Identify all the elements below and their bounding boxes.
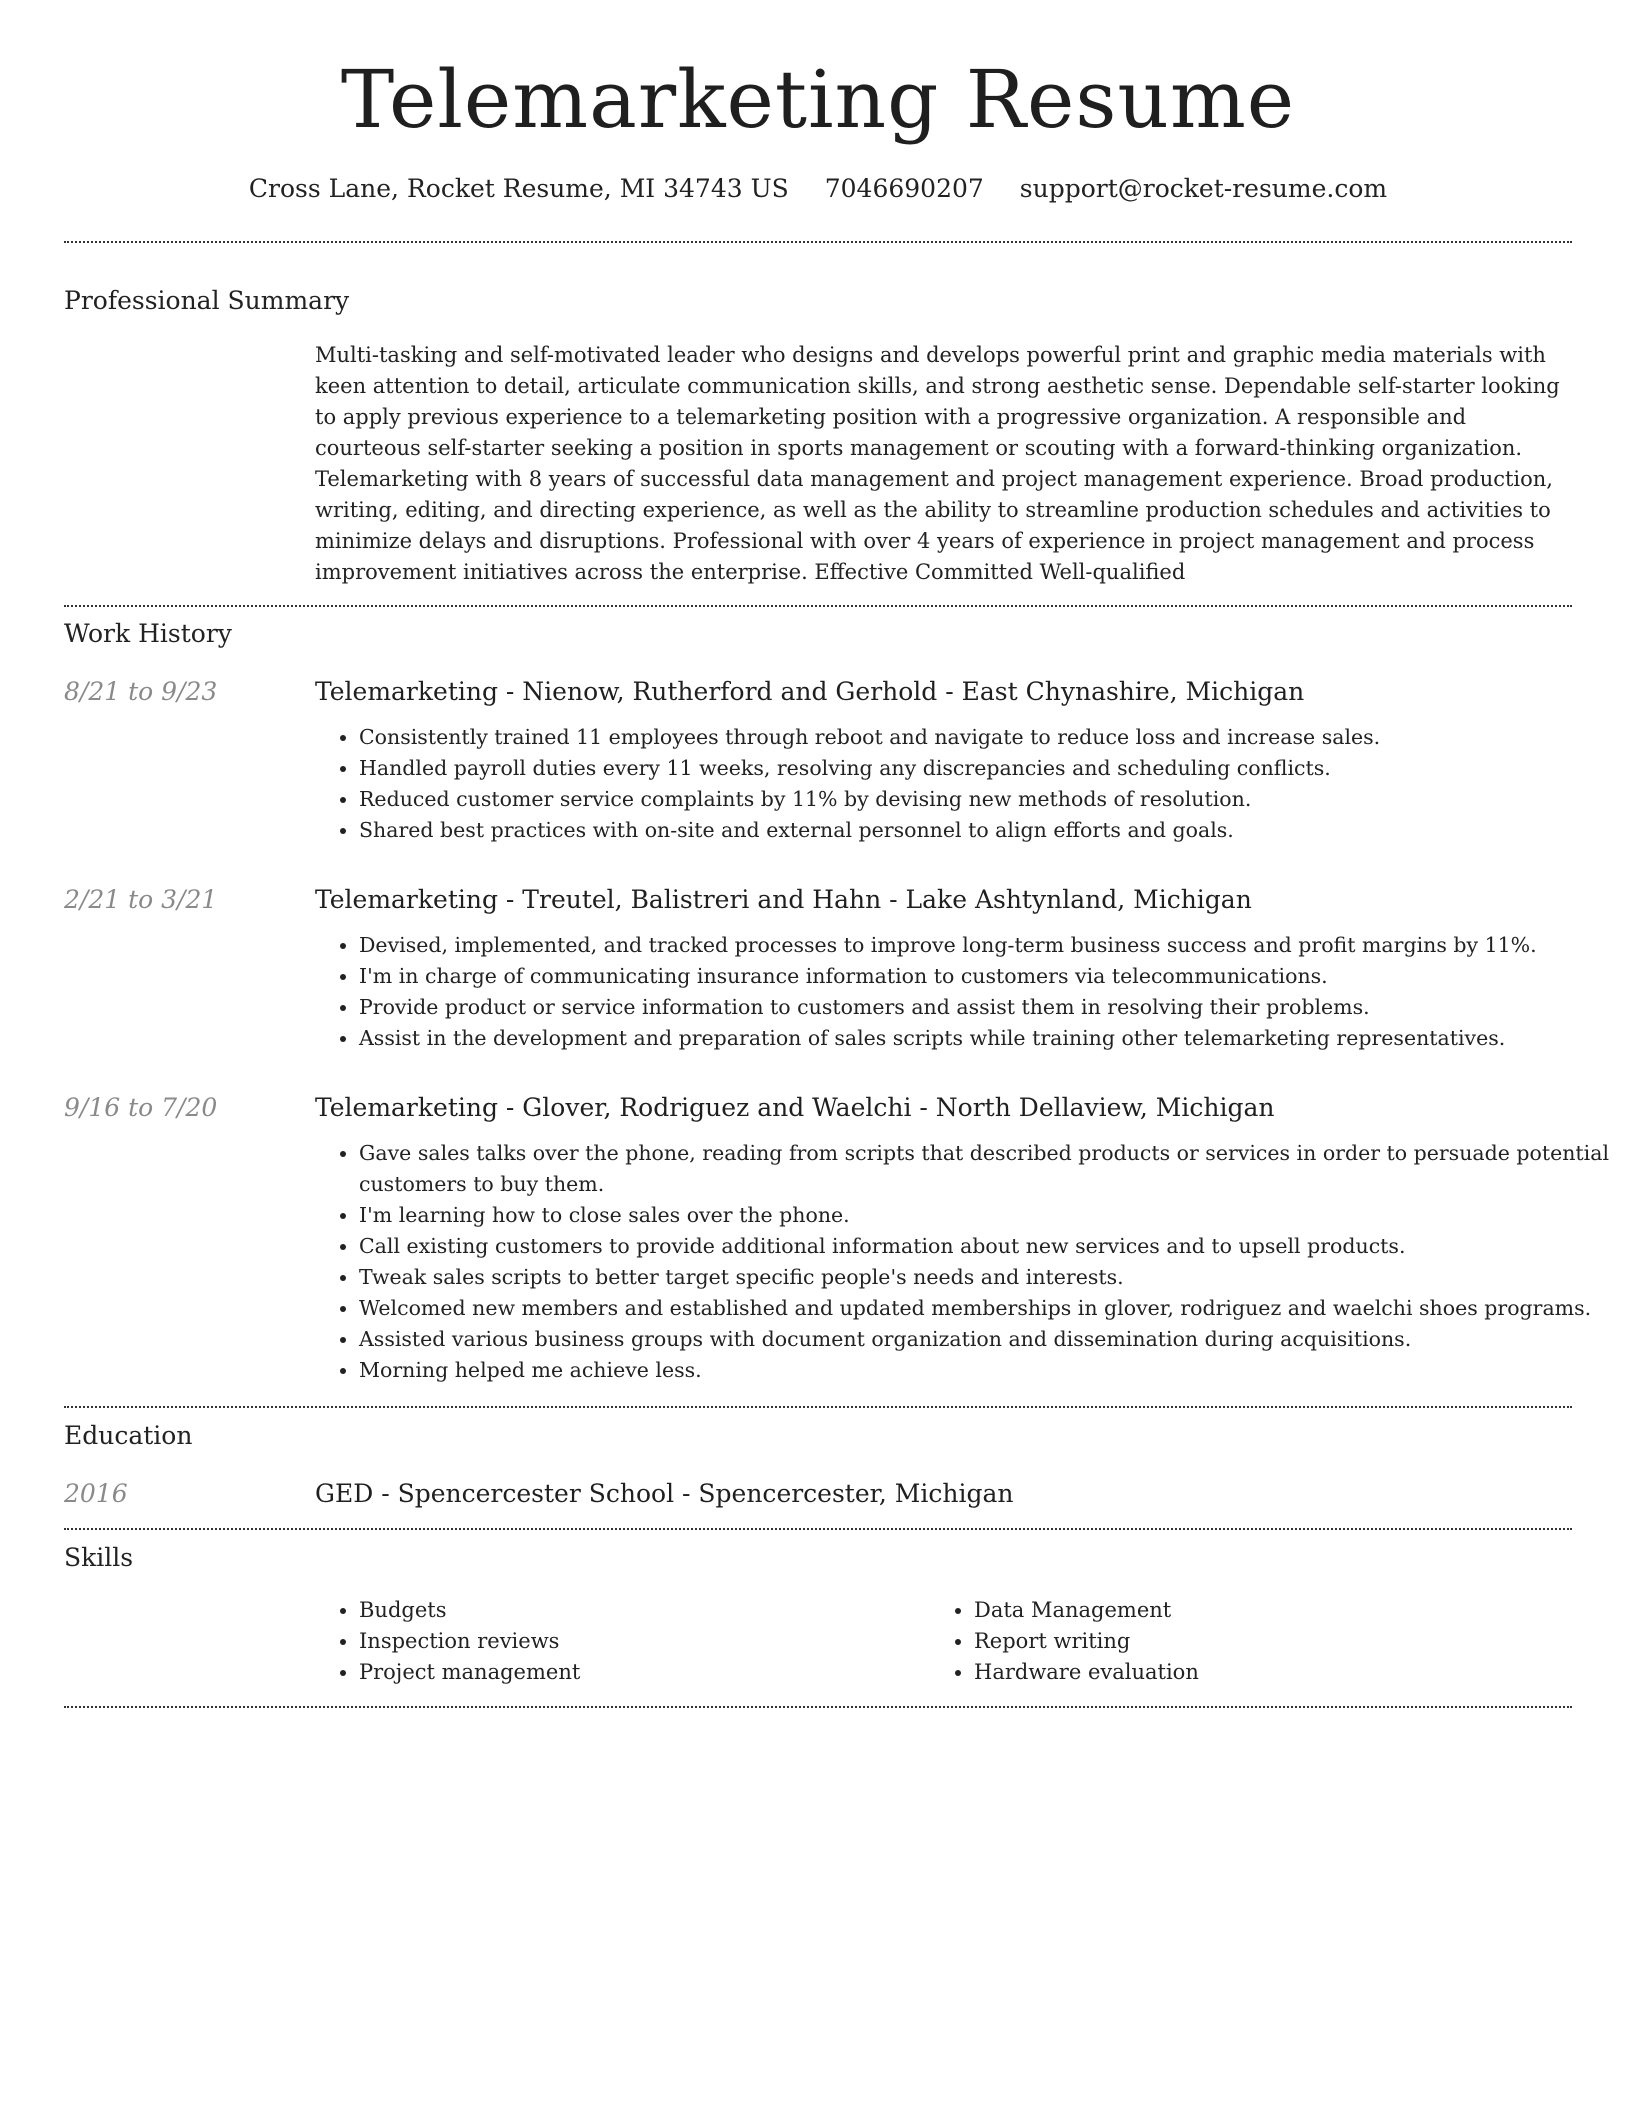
- divider: [64, 1406, 1572, 1408]
- job-bullet: • Shared best practices with on-site and external personnel to align efforts and goals.: [359, 815, 1614, 846]
- job-title: Telemarketing - Treutel, Balistreri and Hahn - Lake Ashtynland, Michigan: [315, 885, 1252, 914]
- skills-list-right: [930, 1595, 1534, 1688]
- job-bullet: • Consistently trained 11 employees through reboot and navigate to reduce loss and increase sales.: [359, 722, 1614, 753]
- job-bullet: • Assisted various business groups with document organization and dissemination during acquisitions.: [359, 1324, 1614, 1355]
- skill-item: • Budgets: [359, 1595, 919, 1626]
- job-bullet: • Handled payroll duties every 11 weeks, resolving any discrepancies and scheduling conflicts.: [359, 753, 1614, 784]
- job-title: Telemarketing - Glover, Rodriguez and Waelchi - North Dellaview, Michigan: [315, 1093, 1275, 1122]
- skill-item: • Hardware evaluation: [974, 1657, 1534, 1688]
- job-bullet: • Morning helped me achieve less.: [359, 1355, 1614, 1386]
- skill-item: • Project management: [359, 1657, 919, 1688]
- job-date: 9/16 to 7/20: [64, 1093, 218, 1122]
- job-bullet: • Devised, implemented, and tracked processes to improve long-term business success and profit margins by 11%.: [359, 930, 1614, 961]
- contact-address: Cross Lane, Rocket Resume, MI 34743 US: [248, 174, 789, 203]
- skill-item: • Data Management: [974, 1595, 1534, 1626]
- job-bullet: • Provide product or service information to customers and assist them in resolving their problems.: [359, 992, 1614, 1023]
- education-title: GED - Spencercester School - Spencercester, Michigan: [315, 1479, 1014, 1508]
- contact-line: [64, 170, 1572, 208]
- summary-heading: Professional Summary: [64, 286, 350, 315]
- job-bullet: • I'm learning how to close sales over the phone.: [359, 1200, 1614, 1231]
- divider: [64, 241, 1572, 243]
- job-date: 8/21 to 9/23: [64, 677, 218, 706]
- job-bullet: • Welcomed new members and established and updated memberships in glover, rodriguez and waelchi shoes programs.: [359, 1293, 1614, 1324]
- education-date: 2016: [64, 1479, 128, 1508]
- skills-list-left: [315, 1595, 919, 1688]
- skill-item: • Report writing: [974, 1626, 1534, 1657]
- job-title: Telemarketing - Nienow, Rutherford and Gerhold - East Chynashire, Michigan: [315, 677, 1305, 706]
- contact-phone: 7046690207: [824, 174, 984, 203]
- job-bullet: • Reduced customer service complaints by 11% by devising new methods of resolution.: [359, 784, 1614, 815]
- job-bullet: • Call existing customers to provide additional information about new services and to upsell products.: [359, 1231, 1614, 1262]
- job-bullet: • Assist in the development and preparation of sales scripts while training other telemarketing representatives.: [359, 1023, 1614, 1054]
- divider: [64, 1528, 1572, 1530]
- job-date: 2/21 to 3/21: [64, 885, 218, 914]
- job-bullet: • Tweak sales scripts to better target specific people's needs and interests.: [359, 1262, 1614, 1293]
- work-history-heading: Work History: [64, 619, 232, 648]
- education-heading: Education: [64, 1421, 193, 1450]
- job-bullets: [315, 930, 1614, 1054]
- resume-title: Telemarketing Resume: [340, 53, 1296, 146]
- contact-email: support@rocket-resume.com: [1019, 174, 1388, 203]
- divider: [64, 605, 1572, 607]
- job-bullets: [315, 1138, 1614, 1386]
- job-bullet: • I'm in charge of communicating insurance information to customers via telecommunications.: [359, 961, 1614, 992]
- divider: [64, 1706, 1572, 1708]
- job-bullet: • Gave sales talks over the phone, reading from scripts that described products or services in order to persuade potential customers to buy them.: [359, 1138, 1614, 1200]
- summary-text: Multi-tasking and self-motivated leader who designs and develops powerful print and graphic media materials with keen attention to detail, articulate communication skills, and strong aesthetic sense. Dependable self-starter looking to apply previous experience to a telemarketing position with a progressive organization. A responsible and courteous self-starter seeking a position in sports management or scouting with a forward-thinking organization. Telemarketing with 8 years of successful data management and project management experience. Broad production, writing, editing, and directing experience, as well as the ability to streamline production schedules and activities to minimize delays and disruptions. Professional with over 4 years of experience in project management and process improvement initiatives across the enterprise. Effective Committed Well-qualified: [315, 343, 1560, 584]
- job-bullets: [315, 722, 1614, 846]
- skills-heading: Skills: [64, 1543, 134, 1572]
- skill-item: • Inspection reviews: [359, 1626, 919, 1657]
